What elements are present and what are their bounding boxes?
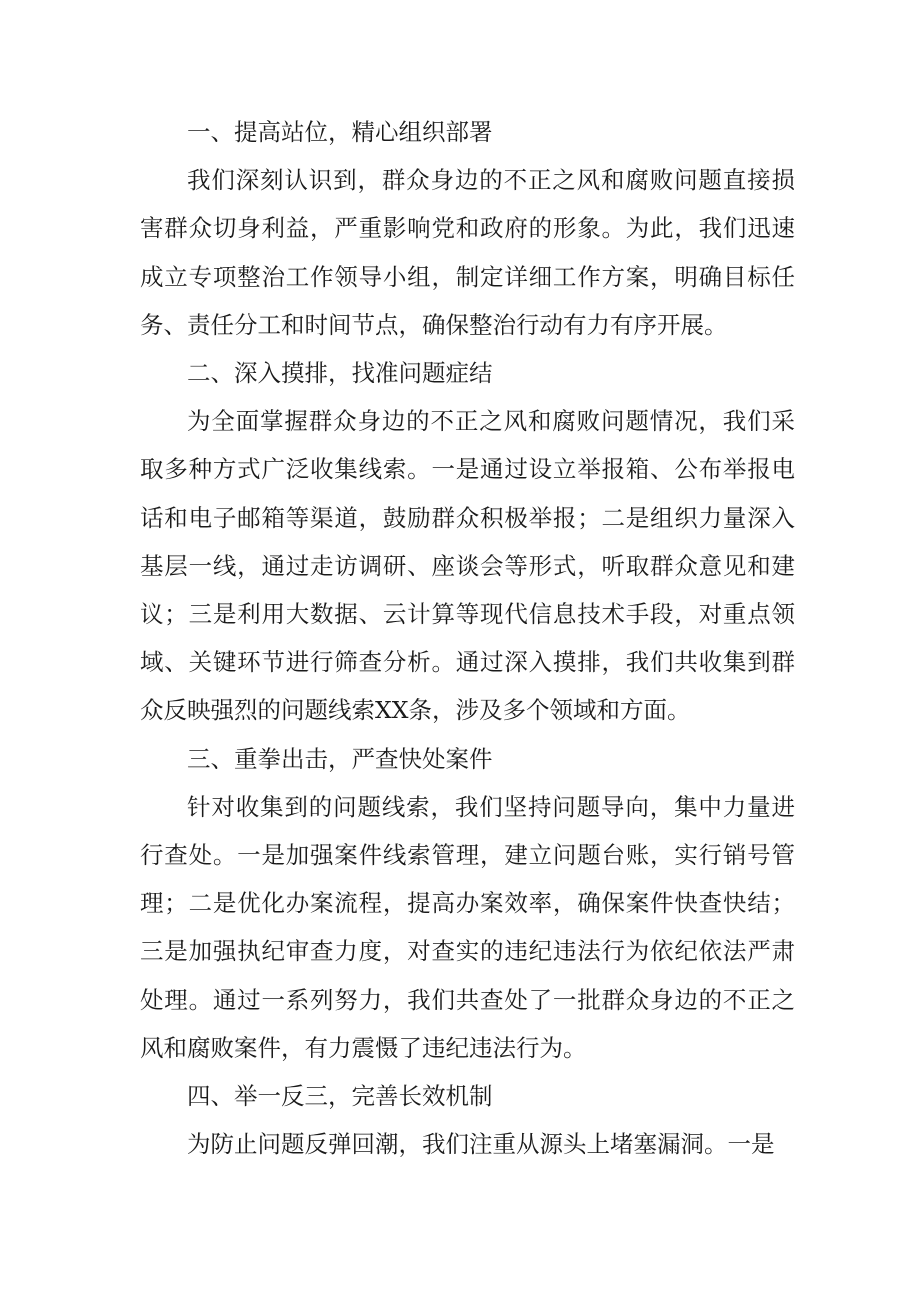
section-2-body: 为全面掌握群众身边的不正之风和腐败问题情况，我们采取多种方式广泛收集线索。一是通过设立举报箱、公布举报电话和电子邮箱等渠道，鼓励群众积极举报；二是组织力量深入基层一线，通过走访调研、座谈会等形式，听取群众意见和建议；三是利用大数据、云计算等现代信息技术手段，对重点领域、关键环节进行筛查分析。通过深入摸排，我们共收集到群众反映强烈的问题线索XX条，涉及多个领域和方面。 [140, 407, 795, 725]
section-1-body: 我们深刻认识到，群众身边的不正之风和腐败问题直接损害群众切身利益，严重影响党和政府的形象。为此，我们迅速成立专项整治工作领导小组，制定详细工作方案，明确目标任务、责任分工和时间节点，确保整治行动有力有序开展。 [140, 166, 795, 339]
section-4-body: 为防止问题反弹回潮，我们注重从源头上堵塞漏洞。一是 [187, 1130, 775, 1159]
section-2-heading: 二、深入摸排，找准问题症结 [187, 359, 493, 388]
document-page [140, 108, 795, 1168]
section-1-heading: 一、提高站位，精心组织部署 [187, 118, 493, 146]
section-3-body: 针对收集到的问题线索，我们坚持问题导向，集中力量进行查处。一是加强案件线索管理，建立问题台账，实行销号管理；二是优化办案流程，提高办案效率，确保案件快查快结；三是加强执纪审查力度，对查实的违纪违法行为依纪依法严肃处理。通过一系列努力，我们共查处了一批群众身边的不正之风和腐败案件，有力震慑了违纪违法行为。 [140, 792, 795, 1062]
section-4-heading: 四、举一反三，完善长效机制 [187, 1082, 493, 1111]
section-3-heading: 三、重拳出击，严查快处案件 [187, 744, 493, 773]
